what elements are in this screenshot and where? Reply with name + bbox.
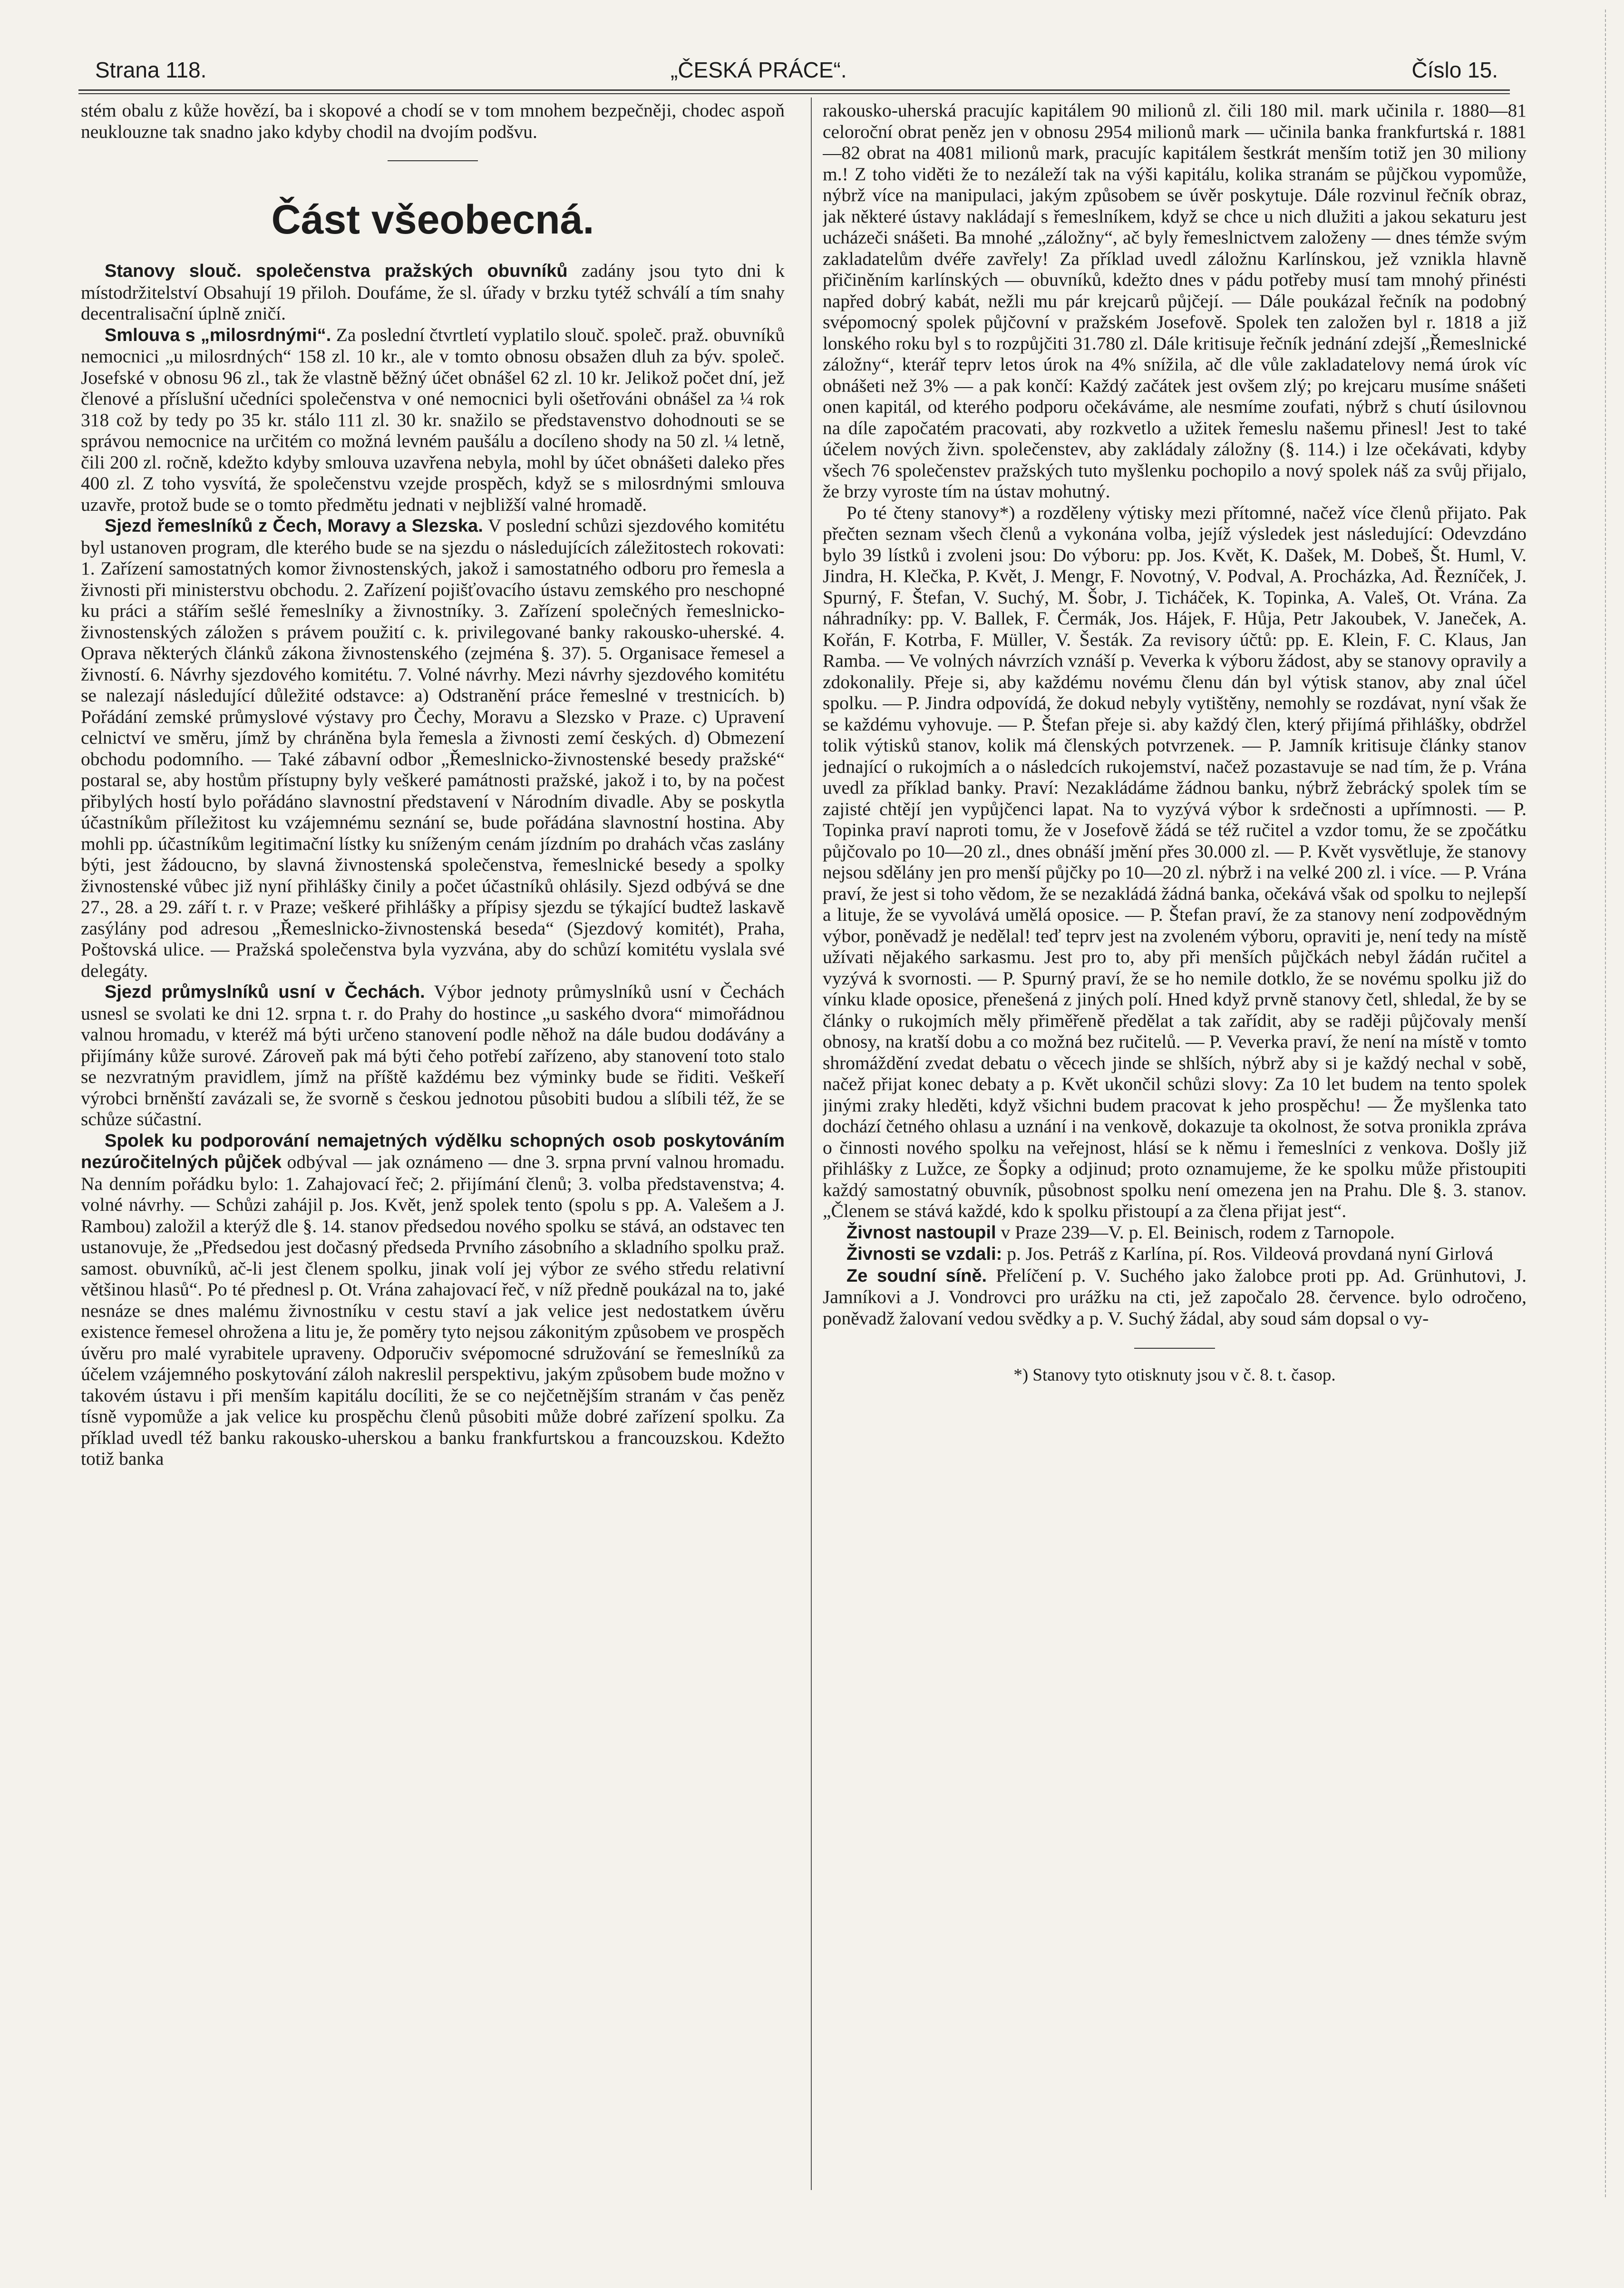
article-soudni-sin [823,1265,1527,1329]
article-heading: Sjezd průmyslníků usní v Čechách. [105,982,425,1002]
left-column [81,100,785,2211]
footnote: *) Stanovy tyto otisknuty jsou v č. 8. t. časop. [1013,1365,1336,1385]
continued-paragraph: rakousko-uherská pracujíc kapitálem 90 milionů zl. čili 180 mil. mark učinila r. 1880—81 celoroční obrat peněz jen v obnosu 2954 milionů mark — učinila banka frankfurtská r. 1881—82 obrat na 4081 milionů mark, pracujíc kapitálem šestkrát menším totiž jen 30 miliony m.! Z toho viděti že to nezáleží tak na výši kapitálu, kolika stranám se půjčkou vypomůže, nýbrž více na manipulaci, jakým způsobem se úvěr poskytuje. Dále rozvinul řečník obraz, jak některé ústavy nakládají s řemeslníkem, když se chce u nich dlužiti a jakou sekaturu jest ucházeči snášeti. Ba mnohé „záložny“, ač byly řemeslnictvem založeny — dnes témže svým zakladatelům dvéře zavřely! Za příklad uvedl záložnu Karlínskou, jež vznikla hlavně přičiněním karlínských — obuvníků, kdežto dnes v pádu potřeby musí tam mnohý přinésti napřed dobrý kabát, nežli mu pár krejcarů půjčejí. — Dále poukázal řečník na podobný svépomocný spolek půjčovní v pražském Josefově. Spolek ten založen byl r. 1818 a již lonského roku byl s to rozpůjčiti 31.780 zl. Dále kritisuje řečník jednání zdejší „Řemeslnické záložny“, kterář teprv letos úrok na 4% snížila, ač dle vůle zakladatelovy nemá úrok víc obnášeti než 3% — a pak končí: Každý začátek jest ovšem zlý; po krejcaru musíme snášeti onen kapitál, od kterého podporu očekáváme, ale nesmíme zoufati, nýbrž s chutí úsilovnou na díle započatém pracovati, aby rozkvetlo a užitek řemeslu našemu přinesl! Jest to také účelem nových živn. společenstev, aby zakládaly záložny (§. 114.) i lze očekávati, kdyby všech 76 společenstev pražských tuto myšlenku pochopilo a nový spolek náš za svůj přijalo, že brzy vyroste tím na ústav mohutný. [823,100,1527,502]
article-zivnosti-vzdali [823,1243,1527,1265]
article-heading: Smlouva s „milosrdnými“. [105,325,331,345]
article-body: V poslední schůzi sjezdového komitétu byl ustanoven program, dle kterého bude se na sjezdu o následujících záležitostech rokovati: 1. Zařízení samostatných komor živnostenských, jakož i samostatného odboru pro řemesla a živnosti při ministerstvu obchodu. 2. Zařízení pojišťovacího ústavu zemského pro neschopné ku práci a stářím sešlé řemeslníky a živnostníky. 3. Zařízení společných řemeslnicko-živnostenských záložen s právem použití c. k. privilegované banky rakousko-uherské. 4. Oprava některých článků zákona živnostenského (zejména §. 37). 5. Organisace řemesel a živností. 6. Návrhy sjezdového komitétu. 7. Volné návrhy. Mezi návrhy sjezdového komitétu se nalezají následující důležité odstavce: a) Odstranění práce řemeslné v trestnicích. b) Pořádání zemské průmyslové výstavy pro Čechy, Moravu a Slezsko v Praze. c) Upravení celnictví ve směru, jímž by chráněna byla řemesla a živnosti zemí českých. d) Obmezení obchodu podomního. — Také zábavní odbor „Řemeslnicko-živnostenské besedy pražské“ postaral se, aby hostům přístupny byly veškeré památnosti pražské, jakož i to, by na počest přibylých hostí bylo pořádáno slavnostní představení v Národním divadle. Aby se poskytla účastníkům příležitost ku vzájemnému seznání se, bude pořádána slavnostní hostina. Aby mohli pp. účastníkům legitimační lístky ku sníženým cenám jízdním po drahách včas zaslány býti, jest žádoucno, by slavná živnostenská společenstva, řemeslnické besedy a spolky živnostenské vůbec již nyní přihlášky činily a počet účastníků ohlásily. Sjezd odbývá se dne 27., 28. a 29. září t. r. v Praze; veškeré přihlášky a přípisy sjezdu se týkající budtež laskavě zasýlány pod adresou „Řemeslnicko-živnostenská beseda“ (Sjezdový komitét), Praha, Poštovská ulice. — Pražská společenstva byla vyzvána, aby do schůzí komitétu vyslala své delegáty. [81,515,785,981]
article-body: odbýval — jak oznámeno — dne 3. srpna první valnou hromadu. Na denním pořádku bylo: 1. Zahajovací řeč; 2. přijímání členů; 3. volba představenstva; 4. volné návrhy. — Schůzi zahájil p. Jos. Květ, jenž spolek tento (spolu s pp. A. Valešem a J. Rambou) založil a kterýž dle §. 14. stanov předsedou nového spolku se stává, an odstavec ten ustanovuje, že „Předsedou jest dočasný předseda Prvního zásobního a skladního spolku praž. samost. obuvníků, ač-li jest členem spolku, jinak volí jej výbor ze svého středu relativní většinou hlasů“. Po té přednesl p. Ot. Vrána zahajovací řeč, v níž předně poukázal na to, jaké nesnáze se dnes malému živnostníku v cestu staví a jak velice jest nedostatkem úvěru existence řemesel ohrožena a litu je, že poměry tyto nejsou zákonitým způsobem ve prospěch úvěru pro malé vyrabitele upraveny. Odporučiv svépomocné sdružování se řemeslníků za účelem vzájemného poskytování záloh nakreslil perspektivu, jakým způsobem bude možno v takovém ústavu i při menším kapitálu docíliti, že se co nejčetnějším stranám v čas peněz tísně vypomůže a jak velice ku prospěchu členů působiti může dobré zařízení spolku. Za příklad uvedl též banku rakousko-uherskou a banku frankfurtskou a francouzskou. Kdežto totiž banka [81,1151,785,1469]
right-column [823,100,1527,2211]
page-header [76,52,1507,86]
article-sjezd-remeslniku [81,515,785,981]
issue-number: Číslo 15. [1411,58,1498,82]
article-stanovy [81,260,785,324]
journal-title: „ČESKÁ PRÁCE“. [671,58,847,82]
article-spolek [81,1130,785,1470]
article-body: Za poslední čtvrtletí vyplatilo slouč. společ. praž. obuvníků nemocnici „u milosrdných“ 158 zl. 10 kr., ale v tomto obnosu obsažen dluh za býv. společ. Josefské v obnosu 96 zl., tak že vlastně běžný účet obnášel 62 zl. 10 kr. Jelikož počet dní, jež členové a příslušní učedníci společenstva v oné nemocnici byli ošetřováni obnášel za ¼ rok 318 což by tedy po 35 kr. stálo 111 zl. 30 kr. snažilo se představenstvo dohodnouti se se správou nemocnice na určitém co možná levném paušálu a docíleno shody na 50 zl. ¼ letně, čili 200 zl. ročně, kdežto kdyby smlouva uzavřena nebyla, mohl by účet obnášeti daleko přes 400 zl. Z toho vysvítá, že společenstvu vzejde prospěch, když se s milosrdnými smlouva uzavře, protož bude se o tomto předmětu jednati v nejbližší valné hromadě. [81,324,785,515]
column-divider [811,97,812,2190]
page-number: Strana 118. [95,58,207,82]
header-rule [78,89,1510,91]
intro-paragraph: stém obalu z kůže hovězí, ba i skopové a chodí se v tom mnohem bezpečněji, chodec aspoň neuklouzne tak snadno jako kdyby chodil na dvojím podšvu. [81,100,785,142]
footnote-rule [1134,1348,1215,1349]
article-heading: Živnost nastoupil [846,1222,996,1243]
article-body: Výbor jednoty průmyslníků usní v Čechách usnesl se svolati ke dni 12. srpna t. r. do Prahy do hostince „u saského dvora“ mimořádnou valnou hromadu, v kteréž má býti určeno stanovení podle něhož na dále budou dodávány a přijímány kůže surové. Zároveň pak má býti čeho potřebí zařízeno, aby stanovení toto stalo se nezvratným pravidlem, jímž na příště každému bez výminky bude se řiditi. Veškeří výrobci brněnští zavázali se, že svorně s českou jednotou působiti budou a slíbili též, že se schůze súčastní. [81,981,785,1129]
article-sjezd-prumyslniku [81,981,785,1130]
article-zivnost-nastoupil [823,1222,1527,1244]
section-divider [388,160,478,161]
article-heading: Sjezd řemeslníků z Čech, Moravy a Slezska. [105,516,483,536]
article-smlouva [81,324,785,516]
article-heading: Ze soudní síně. [846,1266,987,1286]
meeting-report: Po té čteny stanovy*) a rozděleny výtisky mezi přítomné, načež více členů přijato. Pak přečten seznam všech členů a vykonána volba, jejíž výsledek jest následující: Odevzdáno bylo 39 lístků i zvoleni jsou: Do výboru: pp. Jos. Květ, K. Dašek, M. Dobeš, Št. Huml, V. Jindra, H. Klečka, P. Květ, J. Mengr, F. Novotný, V. Podval, A. Procházka, Ad. Řezníček, J. Spurný, F. Štefan, V. Suchý, M. Šobr, J. Ticháček, K. Topinka, A. Valeš, Ot. Vrána. Za náhradníky: pp. V. Ballek, F. Čermák, Jos. Hájek, F. Hůja, Petr Jakoubek, V. Janeček, A. Kořán, F. Kotrba, F. Müller, V. Šesták. Za revisory účtů: pp. E. Klein, F. C. Klaus, Jan Ramba. — Ve volných návrzích vznáší p. Veverka k výboru žádost, aby se stanovy opravily a zdokonalily. Přeje si, aby každému novému členu dán byl výtisk stanov, aby znal účel spolku. — P. Jindra odpovídá, že dokud nebyly vytištěny, nemohly se rozdávat, nyní však že se každému vyhovuje. — P. Štefan přeje si. aby každý člen, který přijímá přihlášky, obdržel tolik výtisků stanov, kolik má členských potvrzenek. — P. Jamník kritisuje články stanov jednající o rukojmích a o následcích rukojemství, načež pozastavuje se nad tím, že p. Vrána uvedl za příklad banky. Praví: Nezakládáme žádnou banku, nýbrž žebrácký spolek tím se zajisté chtějí jen vypůjčenci lapat. Na to vyzývá výbor k srdečnosti a upřímnosti. — P. Topinka praví naproti tomu, že v Josefově žádá se též ručitel a vzdor tomu, že se zpočátku půjčovalo po 10—20 zl., dnes obnáší jmění přes 30.000 zl. — P. Květ vysvětluje, že stanovy nejsou sdělány jen pro menší půjčky po 10—20 zl. nýbrž i na velké 200 zl. i více. — P. Vrána praví, že jest si toho vědom, že se nezakládá žádná banka, očekává však od spolku to nejlepší a lituje, že se vyvolává umělá oposice. — P. Štefan praví, že za stanovy není zodpovědným výbor, poněvadž je nedělal! teď teprv jest na zvoleném výboru, opraviti je, není tedy na místě užívati nějakého sarkasmu. Jest pro to, aby při menších půjčkách nebyl žádán ručitel a vyzývá k svornosti. — P. Spurný praví, že se ho nemile dotklo, že se novému spolku již do vínku klade oposice, přenešená z jiných polí. Hned když prvně stanovy četl, shledal, že by se články o rukojmích měly přiměřeně předělat a tak zařídit, aby se raději půjčovaly menší obnosy, na kratší dobu a co možná bez ručitelů. — P. Veverka praví, že není na místě v tomto shromáždění zvedat debatu o věcech jinde se shlších, nýbrž aby si je každý nechal v sobě, načež přijat konec debaty a p. Květ ukončil schůzi slovy: Za 10 let budem na tento spolek jinými zraky hleděti, když všichni budem pracovat k jeho prospěchu! — Že myšlenka tato dochází četného ohlasu a uznání i na venkově, dokazuje ta okolnost, že sotva pronikla zpráva o činnosti nového spolku na veřejnost, hlásí se k němu i řemeslníci z venkova. Došly již přihlášky z Lužce, ze Šopky a odjinud; proto oznamujeme, že ke spolku může přistoupiti každý samostatný obuvník, působnost spolku není omezena jen na Prahu. Dle §. 3. stanov. „Členem se stává každé, kdo k spolku přistoupí a za člena přijat jest“. [823,502,1527,1221]
header-rule-thin [78,93,1510,94]
section-title: Část všeobecná. [271,197,594,243]
article-body: p. Jos. Petráš z Karlína, pí. Ros. Vildeová provdaná nyní Girlová [1007,1243,1493,1264]
page-edge-line [1605,10,1606,2197]
article-heading: Živnosti se vzdali: [846,1244,1002,1264]
article-heading: Spolek ku podporování nemajetných výdělku schopných osob poskytováním nezúročitelných půjček [81,1130,785,1172]
article-heading: Stanovy slouč. společenstva pražských obuvníků [105,261,568,281]
article-body: v Praze 239—V. p. El. Beinisch, rodem z Tarnopole. [1001,1221,1395,1243]
article-body: Přelíčení p. V. Suchého jako žalobce proti pp. Ad. Grünhutovi, J. Jamníkovi a J. Vondrovci pro urážku na cti, jež započalo 28. července. bylo odročeno, poněvadž žalovaní vedou svědky a p. V. Suchý žádal, aby soud sám dopsal o vy- [823,1265,1527,1329]
article-body: zadány jsou tyto dni k místodržitelství Obsahují 19 přiloh. Doufáme, že sl. úřady v brzku tytéž schválí a tím snahy decentralisační úplně zničí. [81,260,785,324]
